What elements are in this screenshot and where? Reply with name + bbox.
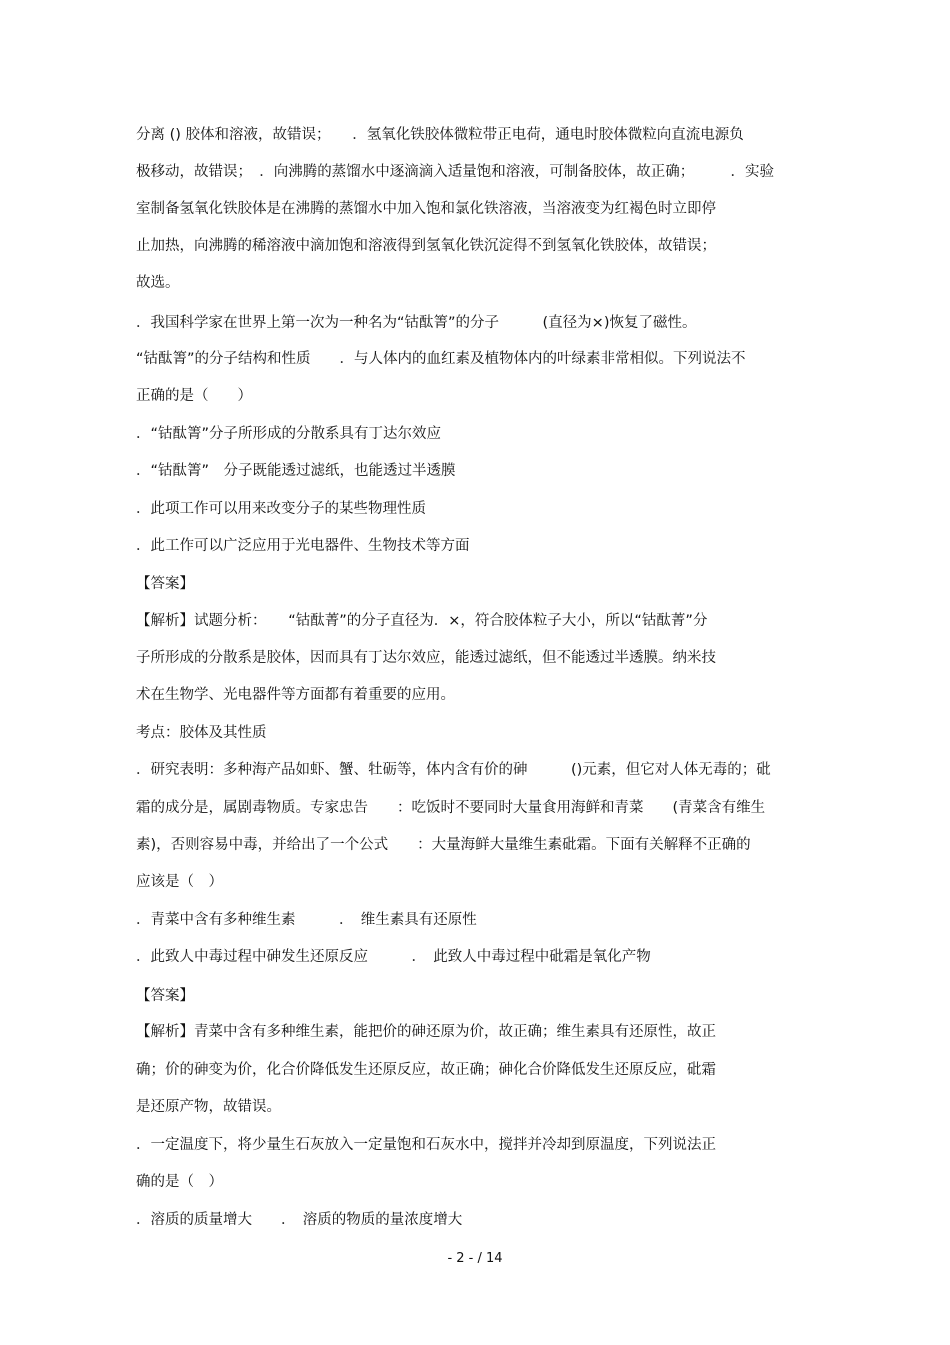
question-stem: 素)，否则容易中毒，并给出了一个公式 ：大量海鲜大量维生素砒霜。下面有关解释不正确的 <box>136 837 751 853</box>
answer-heading: 【答案】 <box>136 988 194 1004</box>
text-line: 止加热，向沸腾的稀溶液中滴加饱和溶液得到氢氧化铁沉淀得不到氢氧化铁胶体，故错误； <box>136 238 716 254</box>
text-line: 分离 () 胶体和溶液，故错误； ．氢氧化铁胶体微粒带正电荷，通电时胶体微粒向直流电源负 <box>136 127 744 143</box>
text-line: 故选。 <box>136 275 180 291</box>
text-line: 室制备氢氧化铁胶体是在沸腾的蒸馏水中加入饱和氯化铁溶液，当溶液变为红褐色时立即停 <box>136 201 716 217</box>
answer-option: ．此工作可以广泛应用于光电器件、生物技术等方面 <box>136 538 470 554</box>
answer-option: ．青菜中含有多种维生素 ． 维生素具有还原性 <box>136 912 477 928</box>
answer-option: ．“钴酞箐” 分子既能透过滤纸，也能透过半透膜 <box>136 463 456 479</box>
analysis-text: 确；价的砷变为价，化合价降低发生还原反应，故正确；砷化合价降低发生还原反应，砒霜 <box>136 1062 716 1078</box>
answer-heading: 【答案】 <box>136 576 194 592</box>
question-stem: ．研究表明：多种海产品如虾、蟹、牡砺等，体内含有价的砷 ()元素，但它对人体无毒的；砒 <box>136 762 771 778</box>
analysis-text: 是还原产物，故错误。 <box>136 1099 281 1115</box>
answer-option: ．“钴酞箐”分子所形成的分散系具有丁达尔效应 <box>136 426 442 442</box>
question-stem: “钴酞箐”的分子结构和性质 ．与人体内的血红素及植物体内的叶绿素非常相似。下列说法不 <box>136 351 746 367</box>
analysis-text: 【解析】青菜中含有多种维生素，能把价的砷还原为价，故正确；维生素具有还原性，故正 <box>136 1024 716 1040</box>
question-stem: 正确的是（ ） <box>136 388 252 404</box>
question-stem: ．我国科学家在世界上第一次为一种名为“钴酞箐”的分子 (直径为×)恢复了磁性。 <box>136 315 697 331</box>
analysis-text: 术在生物学、光电器件等方面都有着重要的应用。 <box>136 687 455 703</box>
question-stem: 确的是（ ） <box>136 1174 223 1190</box>
page-number: - 2 - / 14 <box>447 1251 503 1266</box>
question-stem: ．一定温度下，将少量生石灰放入一定量饱和石灰水中，搅拌并冷却到原温度，下列说法正 <box>136 1137 716 1153</box>
answer-option: ．溶质的质量增大 ． 溶质的物质的量浓度增大 <box>136 1212 463 1228</box>
knowledge-point: 考点：胶体及其性质 <box>136 725 267 741</box>
answer-option: ．此致人中毒过程中砷发生还原反应 ． 此致人中毒过程中砒霜是氧化产物 <box>136 949 651 965</box>
question-stem: 应该是（ ） <box>136 874 223 890</box>
analysis-text: 子所形成的分散系是胶体，因而具有丁达尔效应，能透过滤纸，但不能透过半透膜。纳米技 <box>136 650 716 666</box>
answer-option: ．此项工作可以用来改变分子的某些物理性质 <box>136 501 426 517</box>
analysis-text: 【解析】试题分析： “钴酞菁”的分子直径为．×，符合胶体粒子大小，所以“钴酞菁”分 <box>136 613 708 629</box>
text-line: 极移动，故错误； ．向沸腾的蒸馏水中逐滴滴入适量饱和溶液，可制备胶体，故正确； ．实验 <box>136 164 774 180</box>
question-stem: 霜的成分是，属剧毒物质。专家忠告 ：吃饭时不要同时大量食用海鲜和青菜 (青菜含有维生 <box>136 800 766 816</box>
